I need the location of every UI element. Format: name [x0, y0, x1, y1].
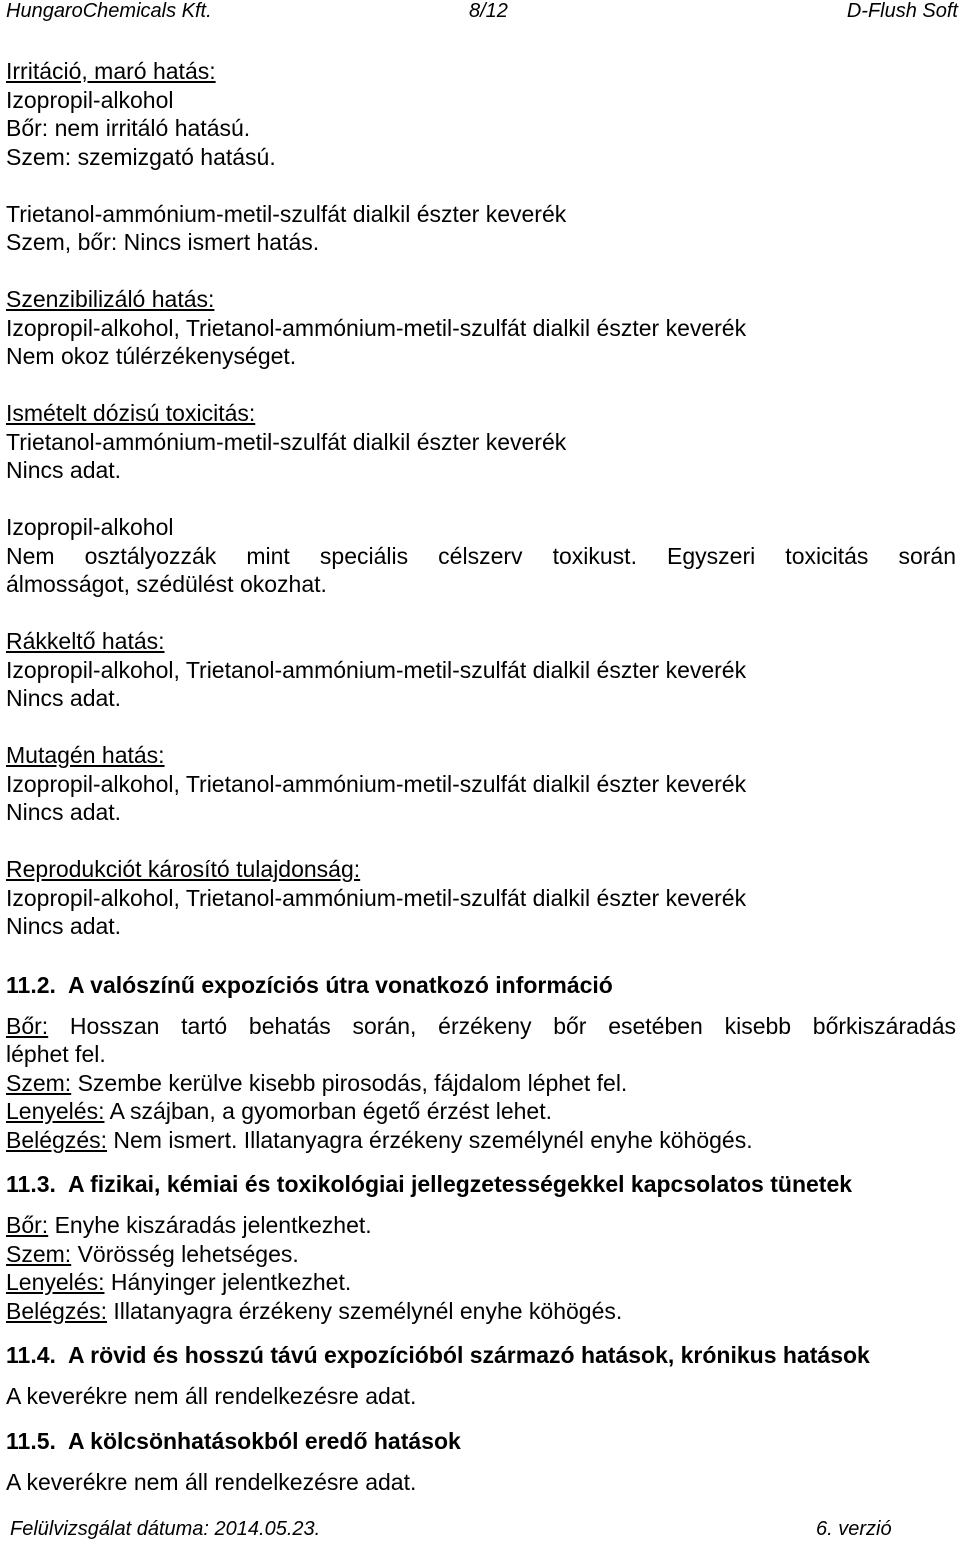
s11-3-eye-text: Vörösség lehetséges.	[71, 1240, 299, 1267]
page-number: 8/12	[469, 0, 508, 22]
s11-3-skin-line	[6, 1211, 956, 1240]
section-11-4-number: 11.4.	[6, 1342, 56, 1368]
section-11-3-heading	[6, 1168, 956, 1211]
s11-2-inhal-label: Belégzés:	[6, 1126, 108, 1153]
section-11-3	[6, 1168, 956, 1325]
s11-2-skin-text1: Hosszan tartó behatás során, érzékeny bőr esetében kisebb bőrkiszáradás	[48, 1012, 956, 1039]
carcinogenic-title: Rákkeltő hatás:	[6, 628, 165, 654]
page-header	[6, 0, 958, 22]
reproductive-title: Reprodukciót károsító tulajdonság:	[6, 856, 361, 882]
irritation-tea-name: Trietanol-ammónium-metil-szulfát dialkil észter keverék	[6, 200, 567, 227]
repeated-ipa-name: Izopropil-alkohol	[6, 514, 174, 540]
s11-3-inhal-line	[6, 1297, 956, 1326]
reproductive-text: Nincs adat.	[6, 913, 122, 939]
mutagenic-section	[6, 741, 956, 827]
s11-2-skin-line1	[6, 1012, 956, 1041]
carcinogenic-substances: Izopropil-alkohol, Trietanol-ammónium-metil-szulfát dialkil észter keverék	[6, 656, 747, 683]
carcinogenic-text: Nincs adat.	[6, 685, 122, 711]
irritation-ipa-skin: Bőr: nem irritáló hatású.	[6, 115, 251, 141]
s11-3-skin-label: Bőr:	[6, 1212, 49, 1238]
section-11-3-title: A fizikai, kémiai és toxikológiai jellegzetességekkel kapcsolatos tünetek	[68, 1171, 853, 1197]
s11-2-ingest-line	[6, 1097, 956, 1126]
repeated-title: Ismételt dózisú toxicitás:	[6, 400, 256, 426]
irritation-section	[6, 57, 956, 257]
sensitization-section	[6, 285, 956, 371]
repeated-tea-text: Nincs adat.	[6, 457, 122, 483]
sensitization-text: Nem okoz túlérzékenységet.	[6, 343, 297, 369]
s11-2-eye-line	[6, 1069, 956, 1098]
sensitization-substances: Izopropil-alkohol, Trietanol-ammónium-metil-szulfát dialkil észter keverék	[6, 314, 747, 341]
mutagenic-title: Mutagén hatás:	[6, 742, 165, 768]
s11-2-inhal-text: Nem ismert. Illatanyagra érzékeny személynél enyhe köhögés.	[107, 1126, 753, 1153]
s11-3-skin-text: Enyhe kiszáradás jelentkezhet.	[48, 1212, 372, 1238]
s11-3-eye-line	[6, 1240, 956, 1269]
section-11-2	[6, 969, 956, 1155]
s11-3-inhal-text: Illatanyagra érzékeny személynél enyhe köhögés.	[107, 1297, 623, 1324]
section-11-3-number: 11.3.	[6, 1171, 56, 1197]
section-11-4-heading	[6, 1339, 956, 1382]
sensitization-title: Szenzibilizáló hatás:	[6, 286, 215, 312]
s11-2-skin-label: Bőr:	[6, 1012, 49, 1039]
version: 6. verzió	[816, 1518, 892, 1540]
product-name: D-Flush Soft	[846, 0, 958, 22]
section-11-5	[6, 1425, 956, 1497]
reproductive-substances: Izopropil-alkohol, Trietanol-ammónium-metil-szulfát dialkil észter keverék	[6, 884, 747, 911]
s11-5-text: A keverékre nem áll rendelkezésre adat.	[6, 1468, 417, 1495]
s11-2-ingest-label: Lenyelés:	[6, 1098, 105, 1124]
section-11-5-number: 11.5.	[6, 1427, 56, 1454]
irritation-title: Irritáció, maró hatás:	[6, 58, 216, 84]
reproductive-section	[6, 855, 956, 941]
repeated-dose-section	[6, 399, 956, 599]
section-11-4	[6, 1339, 956, 1411]
irritation-ipa-name: Izopropil-alkohol	[6, 86, 174, 113]
irritation-tea-text: Szem, bőr: Nincs ismert hatás.	[6, 229, 320, 255]
s11-3-inhal-label: Belégzés:	[6, 1297, 108, 1324]
document-body	[6, 57, 956, 1496]
s11-3-ingest-label: Lenyelés:	[6, 1269, 105, 1295]
irritation-ipa-eye: Szem: szemizgató hatású.	[6, 143, 276, 170]
s11-3-eye-label: Szem:	[6, 1240, 72, 1267]
s11-2-skin-line2: léphet fel.	[6, 1041, 106, 1067]
section-11-4-title: A rövid és hosszú távú expozícióból származó hatások, krónikus hatások	[68, 1342, 870, 1368]
s11-2-ingest-text: A szájban, a gyomorban égető érzést lehet.	[104, 1098, 552, 1124]
s11-3-ingest-line	[6, 1268, 956, 1297]
mutagenic-text: Nincs adat.	[6, 799, 122, 825]
review-date: Felülvizsgálat dátuma: 2014.05.23.	[10, 1518, 321, 1540]
repeated-ipa-line1: Nem osztályozzák mint speciális célszerv toxikust. Egyszeri toxicitás során	[6, 542, 956, 569]
s11-4-text: A keverékre nem áll rendelkezésre adat.	[6, 1383, 417, 1409]
section-11-2-heading	[6, 969, 956, 1012]
section-11-2-title: A valószínű expozíciós útra vonatkozó információ	[68, 971, 613, 998]
s11-3-ingest-text: Hányinger jelentkezhet.	[104, 1269, 352, 1295]
s11-2-eye-label: Szem:	[6, 1069, 72, 1096]
carcinogenic-section	[6, 627, 956, 713]
repeated-tea-name: Trietanol-ammónium-metil-szulfát dialkil észter keverék	[6, 428, 567, 455]
page-footer	[10, 1518, 960, 1542]
section-11-5-title: A kölcsönhatásokból eredő hatások	[68, 1427, 461, 1454]
s11-2-inhal-line	[6, 1126, 956, 1155]
s11-2-eye-text: Szembe kerülve kisebb pirosodás, fájdalom léphet fel.	[71, 1069, 628, 1096]
section-11-2-number: 11.2.	[6, 971, 56, 998]
mutagenic-substances: Izopropil-alkohol, Trietanol-ammónium-metil-szulfát dialkil észter keverék	[6, 770, 747, 797]
company-name: HungaroChemicals Kft.	[6, 0, 212, 22]
repeated-ipa-line2: álmosságot, szédülést okozhat.	[6, 571, 327, 597]
section-11-5-heading	[6, 1425, 956, 1468]
